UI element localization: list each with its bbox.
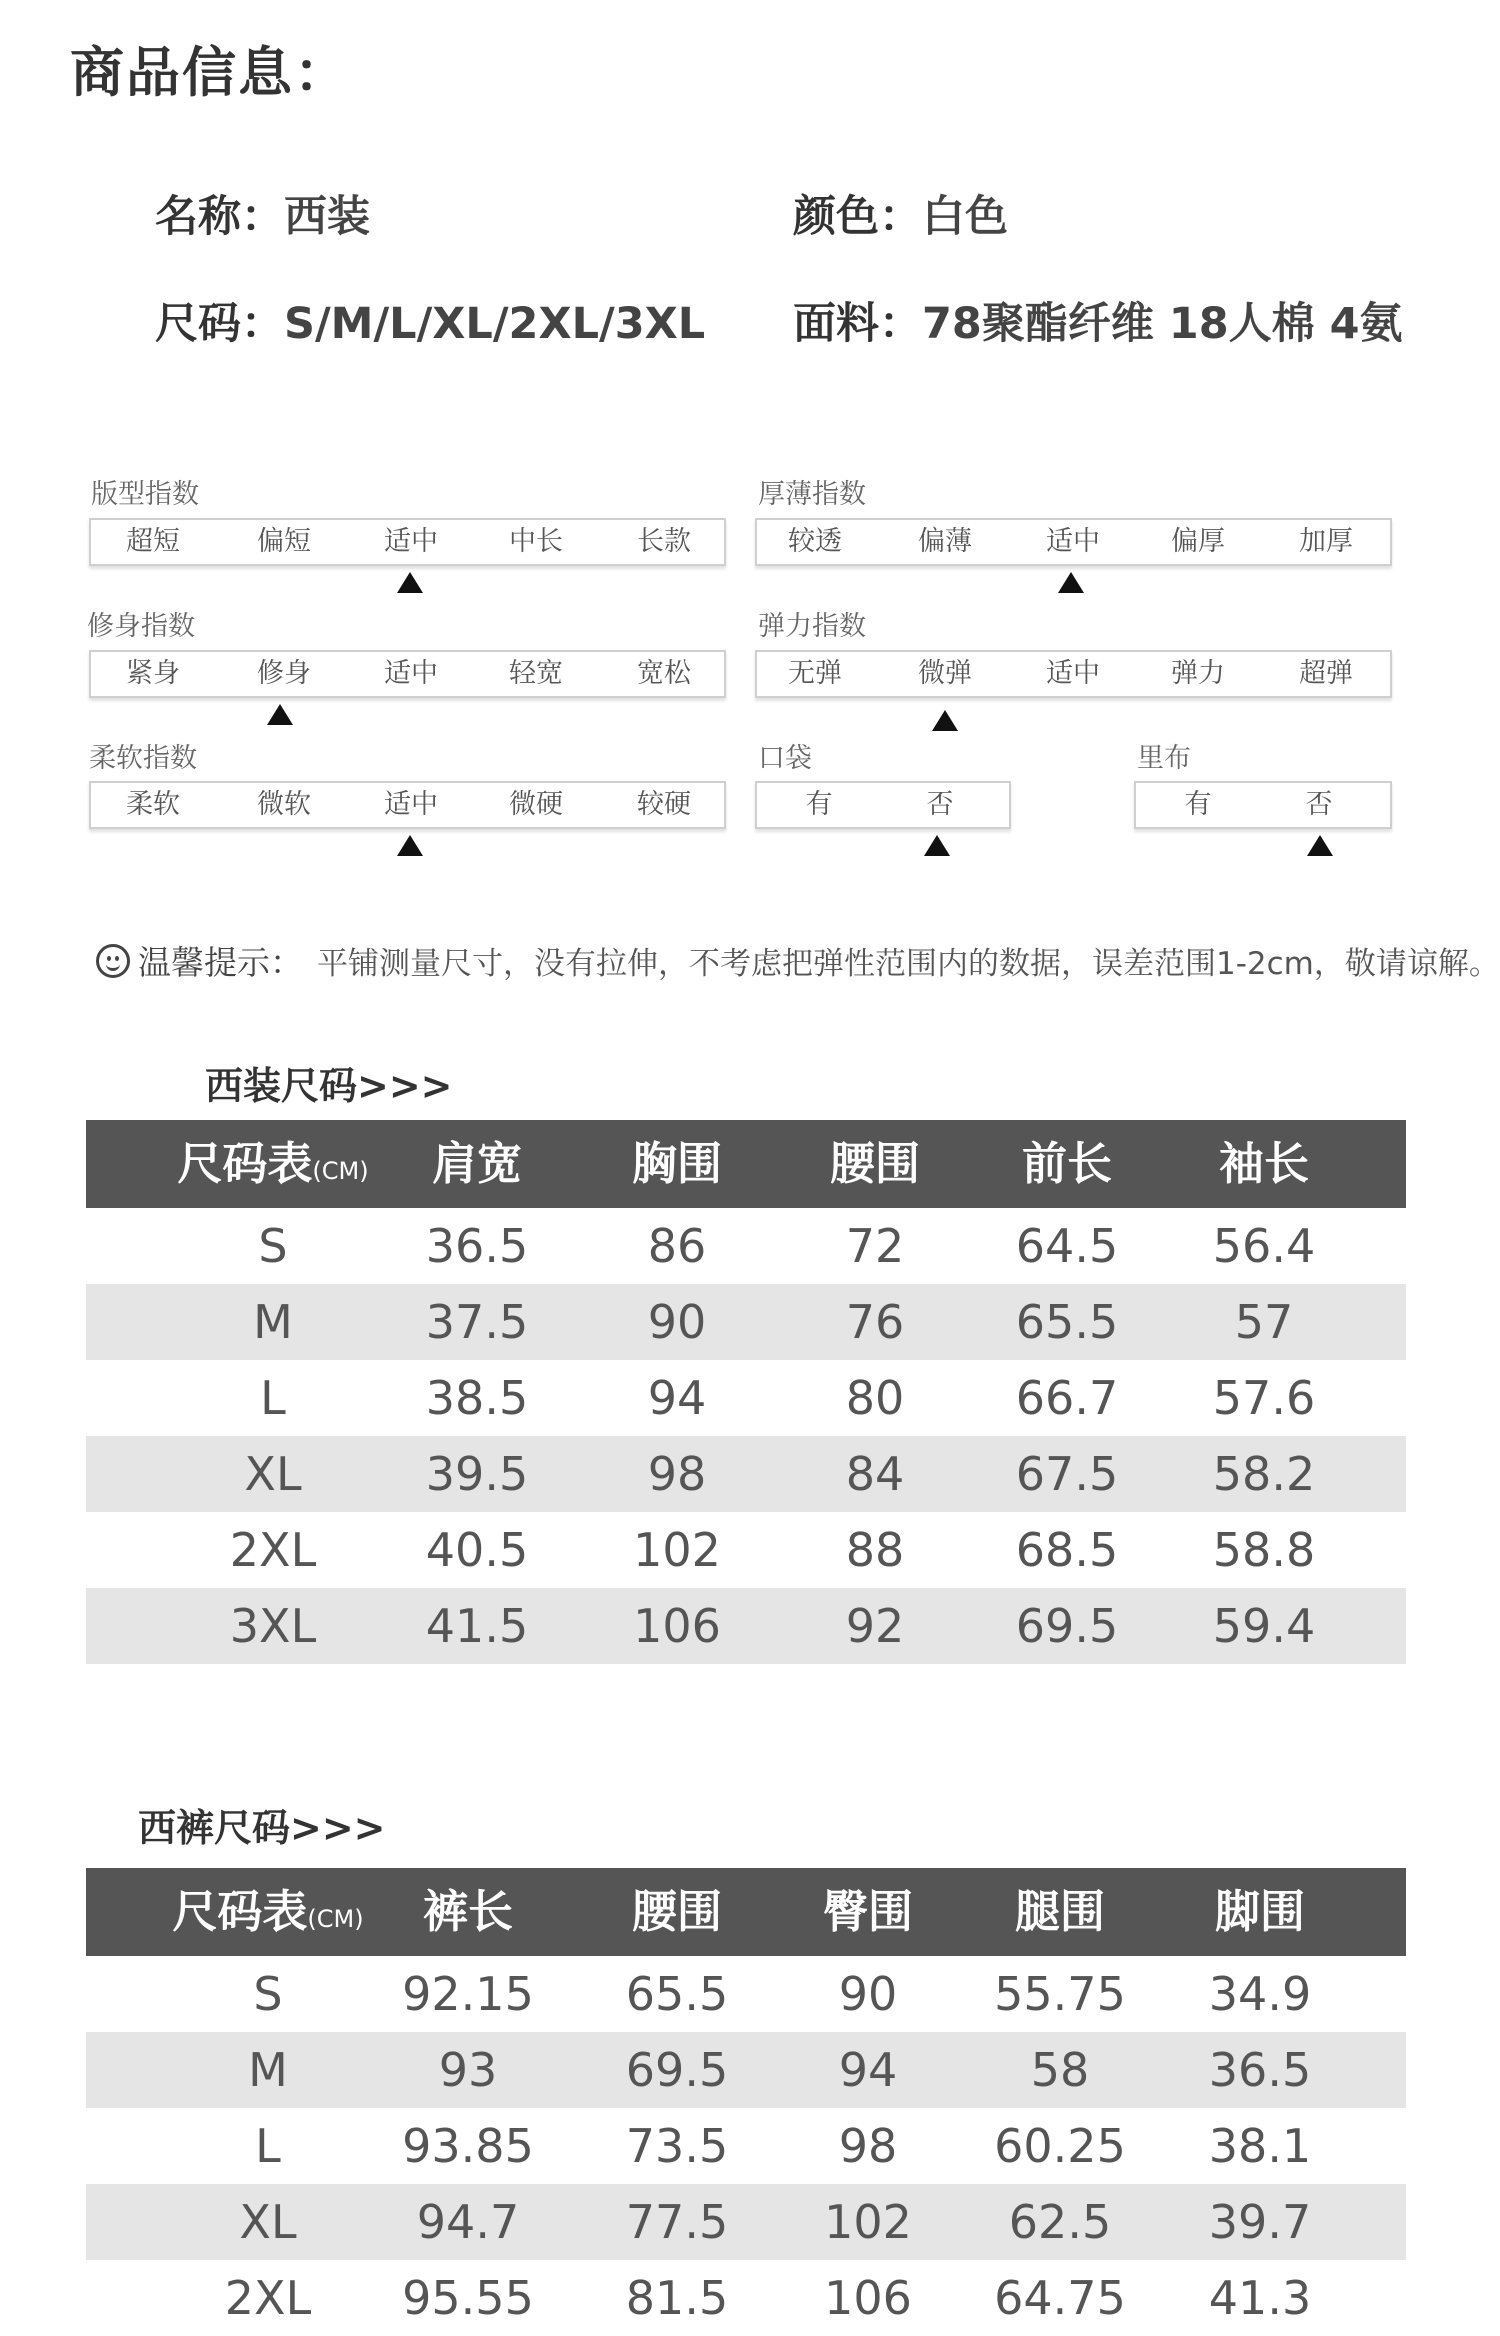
fit-scale (89, 518, 726, 566)
scale-option: 偏厚 (1171, 526, 1225, 557)
name-info (155, 183, 370, 244)
table-cell: XL (239, 2195, 297, 2249)
soft-marker-icon (397, 835, 423, 856)
table-cell: 36.5 (1208, 2043, 1312, 2097)
table-cell: 55.75 (994, 1967, 1126, 2021)
scale-option: 超弹 (1299, 658, 1353, 689)
color-value: 白色 (922, 192, 1008, 242)
table-cell: 94.7 (416, 2195, 520, 2249)
header-cell: 裤长 (422, 1885, 514, 1938)
table-cell: 69.5 (1015, 1599, 1119, 1653)
table-cell: 57.6 (1212, 1371, 1316, 1425)
lining-label: 里布 (1137, 743, 1191, 774)
table-cell: 102 (633, 1523, 721, 1577)
table-cell: 76 (845, 1295, 905, 1349)
table-cell: 86 (647, 1219, 707, 1273)
table-cell: 92 (845, 1599, 905, 1653)
table-cell: 2XL (224, 2271, 312, 2325)
soft-index-label: 柔软指数 (89, 743, 197, 774)
table-row (86, 1208, 1406, 1284)
table-cell: 65.5 (625, 1967, 729, 2021)
table-cell: 57 (1234, 1295, 1294, 1349)
tip-line (96, 937, 1500, 984)
table-row (86, 1512, 1406, 1588)
scale-option: 修身 (257, 658, 311, 689)
pocket-scale (755, 781, 1011, 829)
table-cell: 102 (824, 2195, 912, 2249)
table-header (86, 1868, 1406, 1956)
header-cell: 腰围 (631, 1885, 723, 1938)
table-cell: L (255, 2119, 281, 2173)
table-cell: 60.25 (994, 2119, 1126, 2173)
table-row (86, 2032, 1406, 2108)
table-row (86, 1436, 1406, 1512)
header-cell: 脚围 (1214, 1885, 1306, 1938)
header-cell: 腿围 (1014, 1885, 1106, 1938)
table-cell: 106 (633, 1599, 721, 1653)
lining-scale (1134, 781, 1392, 829)
fabric-info (793, 290, 1403, 351)
scale-option: 轻宽 (509, 658, 563, 689)
table-cell: 41.5 (425, 1599, 529, 1653)
header-cell: 臀围 (822, 1885, 914, 1938)
scale-option: 适中 (384, 526, 438, 557)
table-cell: 98 (647, 1447, 707, 1501)
table-cell: S (258, 1219, 288, 1273)
scale-option: 偏薄 (918, 526, 972, 557)
table-cell: 93.85 (402, 2119, 534, 2173)
table-cell: 39.7 (1208, 2195, 1312, 2249)
table-cell: M (248, 2043, 288, 2097)
table-cell: 94 (838, 2043, 898, 2097)
scale-option: 紧身 (126, 658, 180, 689)
scale-option: 无弹 (788, 658, 842, 689)
header-cell: 前长 (1021, 1137, 1113, 1190)
table-cell: 37.5 (425, 1295, 529, 1349)
name-label: 名称： (155, 192, 284, 242)
table-cell: 92.15 (402, 1967, 534, 2021)
lining-marker-icon (1307, 835, 1333, 856)
slim-marker-icon (267, 704, 293, 725)
fit-index-label: 版型指数 (91, 479, 199, 510)
elastic-index-label: 弹力指数 (758, 611, 866, 642)
table-row (86, 1956, 1406, 2032)
header-cell: 袖长 (1218, 1137, 1310, 1190)
scale-option: 柔软 (126, 789, 180, 820)
scale-option: 偏短 (257, 526, 311, 557)
tip-label: 温馨提示： (138, 943, 303, 982)
table-cell: 56.4 (1212, 1219, 1316, 1273)
table-cell: 66.7 (1015, 1371, 1119, 1425)
elastic-scale (755, 650, 1392, 698)
table-cell: 36.5 (425, 1219, 529, 1273)
scale-option: 弹力 (1171, 658, 1225, 689)
suit-table-title: 西装尺码>>> (205, 1064, 453, 1108)
scale-option: 超短 (126, 526, 180, 557)
table-cell: M (253, 1295, 293, 1349)
table-cell: 80 (845, 1371, 905, 1425)
table-cell: 41.3 (1208, 2271, 1312, 2325)
table-cell: 2XL (229, 1523, 317, 1577)
table-cell: 38.1 (1208, 2119, 1312, 2173)
fit-marker-icon (397, 572, 423, 593)
table-cell: 3XL (229, 1599, 317, 1653)
table-header (86, 1120, 1406, 1208)
header-cell: 尺码表(CM) (177, 1137, 369, 1190)
header-cell: 胸围 (631, 1137, 723, 1190)
color-info (793, 183, 1008, 244)
size-label: 尺码： (155, 299, 284, 349)
thickness-index-label: 厚薄指数 (758, 479, 866, 510)
table-cell: 95.55 (402, 2271, 534, 2325)
fabric-label: 面料： (793, 299, 922, 349)
table-cell: 77.5 (625, 2195, 729, 2249)
table-row (86, 1360, 1406, 1436)
table-cell: 90 (647, 1295, 707, 1349)
table-cell: XL (244, 1447, 302, 1501)
table-cell: 68.5 (1015, 1523, 1119, 1577)
scale-option: 较硬 (637, 789, 691, 820)
table-row (86, 1588, 1406, 1664)
scale-option: 适中 (384, 789, 438, 820)
table-cell: 67.5 (1015, 1447, 1119, 1501)
scale-option: 适中 (1046, 658, 1100, 689)
thickness-marker-icon (1058, 572, 1084, 593)
scale-option: 适中 (384, 658, 438, 689)
smile-icon (96, 944, 130, 978)
table-cell: 58.8 (1212, 1523, 1316, 1577)
table-cell: 94 (647, 1371, 707, 1425)
thickness-scale (755, 518, 1392, 566)
size-value: S/M/L/XL/2XL/3XL (284, 299, 706, 349)
table-cell: 98 (838, 2119, 898, 2173)
scale-option: 否 (926, 789, 954, 820)
header-cell: 肩宽 (431, 1137, 523, 1190)
slim-scale (89, 650, 726, 698)
scale-option: 微硬 (509, 789, 563, 820)
header-cell: 腰围 (829, 1137, 921, 1190)
table-row (86, 2184, 1406, 2260)
table-cell: 39.5 (425, 1447, 529, 1501)
pants-size-table (86, 1868, 1406, 2336)
scale-option: 微弹 (918, 658, 972, 689)
table-cell: 58 (1030, 2043, 1090, 2097)
table-cell: 64.5 (1015, 1219, 1119, 1273)
scale-option: 宽松 (637, 658, 691, 689)
table-row (86, 1284, 1406, 1360)
table-cell: L (260, 1371, 286, 1425)
table-cell: 93 (438, 2043, 498, 2097)
pants-table-title: 西裤尺码>>> (138, 1806, 386, 1850)
pocket-label: 口袋 (758, 743, 812, 774)
page-title: 商品信息： (70, 41, 350, 104)
table-cell: 88 (845, 1523, 905, 1577)
scale-option: 中长 (509, 526, 563, 557)
table-cell: 62.5 (1008, 2195, 1112, 2249)
size-info (155, 290, 705, 351)
scale-option: 否 (1305, 789, 1333, 820)
soft-scale (89, 781, 726, 829)
table-cell: 84 (845, 1447, 905, 1501)
header-cell: 尺码表(CM) (172, 1885, 364, 1938)
table-cell: 106 (824, 2271, 912, 2325)
table-cell: 40.5 (425, 1523, 529, 1577)
table-cell: 69.5 (625, 2043, 729, 2097)
scale-option: 有 (1184, 789, 1212, 820)
scale-option: 适中 (1046, 526, 1100, 557)
table-cell: 34.9 (1208, 1967, 1312, 2021)
table-cell: 72 (845, 1219, 905, 1273)
table-cell: 81.5 (625, 2271, 729, 2325)
color-label: 颜色： (793, 192, 922, 242)
table-cell: 73.5 (625, 2119, 729, 2173)
table-cell: 59.4 (1212, 1599, 1316, 1653)
name-value: 西装 (284, 192, 370, 242)
elastic-marker-icon (932, 710, 958, 731)
scale-option: 有 (805, 789, 833, 820)
scale-option: 较透 (788, 526, 842, 557)
scale-option: 长款 (637, 526, 691, 557)
suit-size-table (86, 1120, 1406, 1664)
tip-text: 平铺测量尺寸，没有拉伸，不考虑把弹性范围内的数据，误差范围1-2cm，敬请谅解。 (317, 946, 1500, 982)
table-cell: 38.5 (425, 1371, 529, 1425)
table-cell: 90 (838, 1967, 898, 2021)
fabric-value: 78聚酯纤维 18人棉 4氨 (922, 299, 1403, 349)
table-cell: 58.2 (1212, 1447, 1316, 1501)
scale-option: 加厚 (1299, 526, 1353, 557)
scale-option: 微软 (257, 789, 311, 820)
table-row (86, 2108, 1406, 2184)
table-cell: 65.5 (1015, 1295, 1119, 1349)
table-cell: 64.75 (994, 2271, 1126, 2325)
pocket-marker-icon (924, 835, 950, 856)
table-row (86, 2260, 1406, 2336)
slim-index-label: 修身指数 (87, 611, 195, 642)
table-cell: S (253, 1967, 283, 2021)
